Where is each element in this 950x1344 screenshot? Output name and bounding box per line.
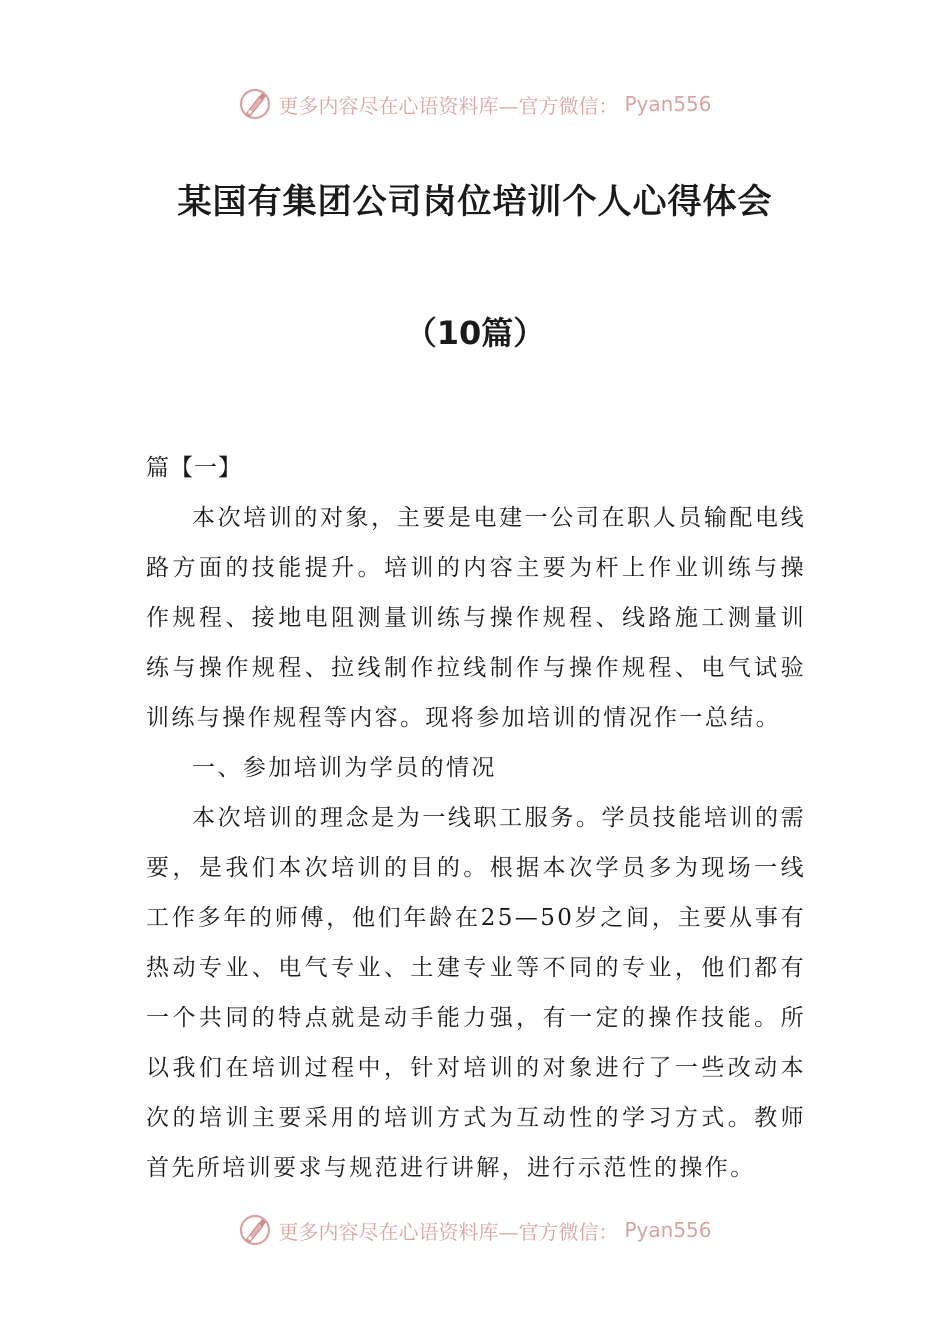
body-paragraph: 本次培训的对象，主要是电建一公司在职人员输配电线路方面的技能提升。培训的内容主要为杆上作业训练与操作规程、接地电阻测量训练与操作规程、线路施工测量训练与操作规程、拉线制作拉线制作与操作规程、电气试验训练与操作规程等内容。现将参加培训的情况作一总结。 xyxy=(146,505,806,731)
pen-nib-logo-icon xyxy=(238,87,272,121)
body-paragraph: 本次培训的理念是为一线职工服务。学员技能培训的需要，是我们本次培训的目的。根据本次学员多为现场一线工作多年的师傅，他们年龄在25—50岁之间，主要从事有热动专业、电气专业、土建专业等不同的专业，他们都有一个共同的特点就是动手能力强，有一定的操作技能。所以我们在培训过程中，针对培训的对象进行了一些改动本次的培训主要采用的培训方式为互动性的学习方式。教师首先所培训要求与规范进行讲解，进行示范性的操作。 xyxy=(146,805,806,1181)
document-body xyxy=(146,443,806,1193)
body-subheading: 一、参加培训为学员的情况 xyxy=(192,755,497,781)
watermark-wechat-id: Pyan556 xyxy=(624,92,712,116)
watermark-slogan: 更多内容尽在心语资料库—官方微信： xyxy=(278,1219,619,1244)
section-label: 篇【一】 xyxy=(146,455,242,481)
document-subtitle: （10篇） xyxy=(404,314,546,352)
header-watermark-banner xyxy=(0,84,950,124)
footer-watermark-banner xyxy=(0,1210,950,1250)
pen-nib-logo-icon xyxy=(238,1213,272,1247)
document-title: 某国有集团公司岗位培训个人心得体会 xyxy=(177,182,773,222)
watermark-slogan: 更多内容尽在心语资料库—官方微信： xyxy=(278,93,619,118)
watermark-wechat-id: Pyan556 xyxy=(624,1218,712,1242)
